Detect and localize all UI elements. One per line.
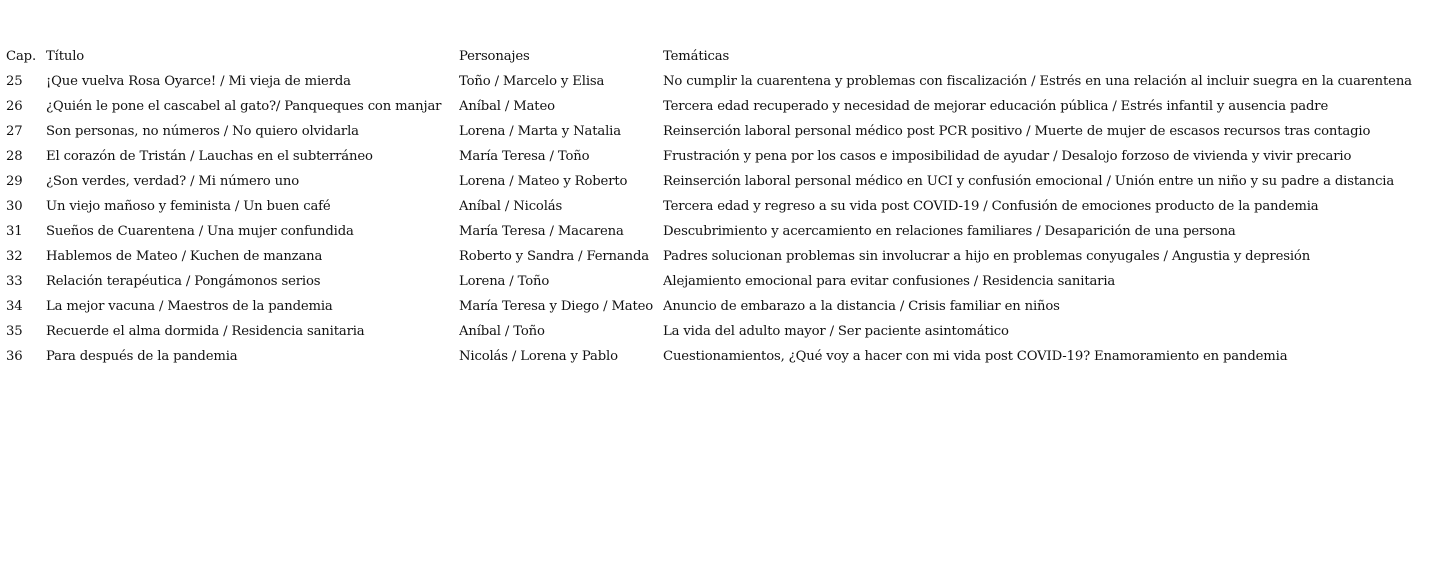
table-row xyxy=(6,194,1432,219)
cell-characters: Roberto y Sandra / Fernanda xyxy=(459,249,649,264)
cell-title: ¡Que vuelva Rosa Oyarce! / Mi vieja de mierda xyxy=(46,74,351,89)
table-row xyxy=(6,119,1432,144)
header-row xyxy=(6,44,1432,69)
cell-themes: Descubrimiento y acercamiento en relaciones familiares / Desaparición de una persona xyxy=(663,224,1236,239)
table-row xyxy=(6,344,1432,369)
cell-themes: Cuestionamientos, ¿Qué voy a hacer con mi vida post COVID-19? Enamoramiento en pandemia xyxy=(663,349,1288,364)
cell-characters: Aníbal / Mateo xyxy=(459,99,555,114)
header-title: Título xyxy=(46,49,85,64)
cell-title: La mejor vacuna / Maestros de la pandemia xyxy=(46,299,333,314)
cell-cap: 28 xyxy=(6,149,23,164)
cell-themes: Tercera edad y regreso a su vida post COVID-19 / Confusión de emociones producto de la pandemia xyxy=(663,199,1319,214)
cell-cap: 27 xyxy=(6,124,23,139)
cell-cap: 36 xyxy=(6,349,23,364)
table-row xyxy=(6,169,1432,194)
cell-title: ¿Son verdes, verdad? / Mi número uno xyxy=(46,174,300,189)
cell-title: ¿Quién le pone el cascabel al gato?/ Panqueques con manjar xyxy=(46,99,442,114)
cell-title: Son personas, no números / No quiero olvidarla xyxy=(46,124,359,139)
cell-themes: Reinserción laboral personal médico en UCI y confusión emocional / Unión entre un niño y su padre a distancia xyxy=(663,174,1395,189)
cell-themes: Frustración y pena por los casos e imposibilidad de ayudar / Desalojo forzoso de vivienda y vivir precario xyxy=(663,149,1352,164)
cell-themes: Alejamiento emocional para evitar confusiones / Residencia sanitaria xyxy=(663,274,1116,289)
cell-themes: Tercera edad recuperado y necesidad de mejorar educación pública / Estrés infantil y ausencia padre xyxy=(663,99,1329,114)
episodes-table-container xyxy=(6,44,1432,369)
table-row xyxy=(6,69,1432,94)
cell-themes: Reinserción laboral personal médico post PCR positivo / Muerte de mujer de escasos recursos tras contagio xyxy=(663,124,1371,139)
cell-characters: Lorena / Mateo y Roberto xyxy=(459,174,628,189)
table-row xyxy=(6,94,1432,119)
cell-cap: 29 xyxy=(6,174,23,189)
cell-title: Un viejo mañoso y feminista / Un buen café xyxy=(46,199,331,214)
cell-themes: Padres solucionan problemas sin involucrar a hijo en problemas conyugales / Angustia y depresión xyxy=(663,249,1311,264)
cell-title: Sueños de Cuarentena / Una mujer confundida xyxy=(46,224,354,239)
cell-title: Relación terapéutica / Pongámonos serios xyxy=(46,274,321,289)
cell-cap: 30 xyxy=(6,199,23,214)
cell-title: El corazón de Tristán / Lauchas en el subterráneo xyxy=(46,149,373,164)
header-cap: Cap. xyxy=(6,49,36,64)
table-body xyxy=(6,69,1432,369)
cell-title: Recuerde el alma dormida / Residencia sanitaria xyxy=(46,324,365,339)
cell-cap: 35 xyxy=(6,324,23,339)
cell-characters: Lorena / Toño xyxy=(459,274,550,289)
cell-characters: Aníbal / Nicolás xyxy=(459,199,563,214)
cell-cap: 33 xyxy=(6,274,23,289)
table-row xyxy=(6,219,1432,244)
cell-cap: 26 xyxy=(6,99,23,114)
cell-cap: 34 xyxy=(6,299,23,314)
table-row xyxy=(6,144,1432,169)
cell-themes: Anuncio de embarazo a la distancia / Crisis familiar en niños xyxy=(663,299,1060,314)
cell-characters: María Teresa / Toño xyxy=(459,149,590,164)
episodes-table xyxy=(6,44,1432,369)
cell-themes: La vida del adulto mayor / Ser paciente asintomático xyxy=(663,324,1009,339)
header-themes: Temáticas xyxy=(663,49,730,64)
cell-characters: María Teresa / Macarena xyxy=(459,224,624,239)
table-row xyxy=(6,244,1432,269)
cell-characters: Aníbal / Toño xyxy=(459,324,545,339)
cell-cap: 25 xyxy=(6,74,23,89)
cell-title: Para después de la pandemia xyxy=(46,349,238,364)
header-characters: Personajes xyxy=(459,49,530,64)
cell-characters: Toño / Marcelo y Elisa xyxy=(459,74,605,89)
cell-characters: Lorena / Marta y Natalia xyxy=(459,124,621,139)
cell-characters: María Teresa y Diego / Mateo xyxy=(459,299,654,314)
table-row xyxy=(6,294,1432,319)
table-row xyxy=(6,269,1432,294)
cell-characters: Nicolás / Lorena y Pablo xyxy=(459,349,618,364)
cell-themes: No cumplir la cuarentena y problemas con fiscalización / Estrés en una relación al incluir suegra en la cuarentena xyxy=(663,74,1412,89)
table-row xyxy=(6,319,1432,344)
table-header xyxy=(6,44,1432,69)
cell-cap: 31 xyxy=(6,224,23,239)
cell-title: Hablemos de Mateo / Kuchen de manzana xyxy=(46,249,323,264)
cell-cap: 32 xyxy=(6,249,23,264)
